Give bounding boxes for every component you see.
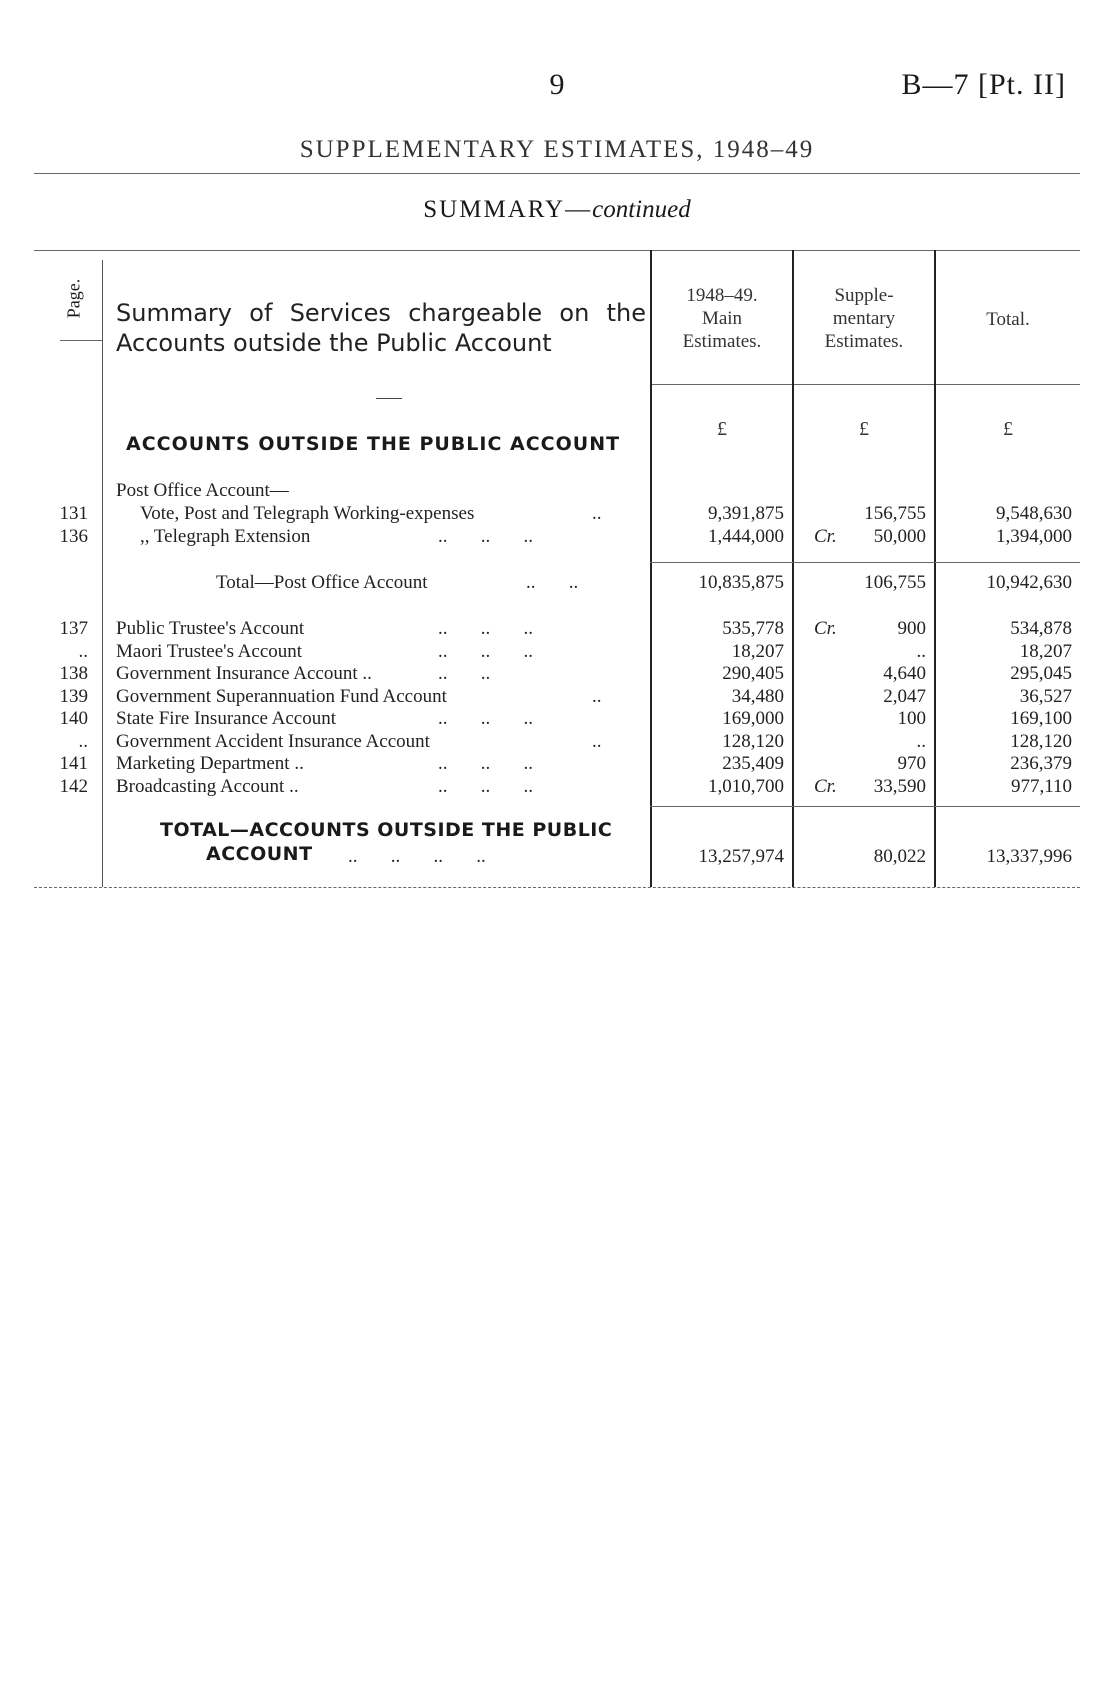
row-supp-value: .. <box>916 641 926 662</box>
row-total-value: 1,394,000 <box>996 526 1072 547</box>
row-leader-dots: .. .. .. <box>438 526 533 547</box>
page-column-label: Page. <box>63 278 84 319</box>
row-description: Government Superannuation Fund Account <box>116 686 447 707</box>
grand-total-supp-value: 80,022 <box>873 846 926 867</box>
row-leader-dots: .. <box>592 503 602 524</box>
row-description: Government Insurance Account .. <box>116 663 372 684</box>
page-column-divider <box>102 260 103 887</box>
subtitle-continued: continued <box>592 196 691 223</box>
row-main-value: 34,480 <box>731 686 784 707</box>
row-description: State Fire Insurance Account <box>116 708 337 729</box>
row-supp-value: .. <box>916 731 926 752</box>
row-supp-value: 2,047 <box>883 686 926 707</box>
page-head-rule <box>60 340 102 341</box>
row-leader-dots: .. .. .. <box>438 641 533 662</box>
row-total-value: 236,379 <box>1010 753 1072 774</box>
row-supp-value: 970 <box>897 753 926 774</box>
row-supp-value: 900 <box>897 618 926 639</box>
grand-total-label-line-1: TOTAL—ACCOUNTS OUTSIDE THE PUBLIC <box>160 819 613 841</box>
grand-total-label-line-2: ACCOUNT <box>206 843 313 865</box>
row-supp-value: 4,640 <box>883 663 926 684</box>
row-description: Public Trustee's Account <box>116 618 305 639</box>
page-number: 9 <box>549 68 565 101</box>
row-description: Broadcasting Account .. <box>116 776 299 797</box>
row-page: 139 <box>59 686 88 707</box>
total-head-line: Total. <box>986 309 1030 330</box>
row-leader-dots: .. .. .. <box>438 708 533 729</box>
row-total-value: 534,878 <box>1010 618 1072 639</box>
main-head-line: Estimates. <box>682 331 762 352</box>
row-supp-value: 33,590 <box>873 776 926 797</box>
row-page: 136 <box>59 526 88 547</box>
row-total-value: 295,045 <box>1010 663 1072 684</box>
subtotal-label: Total—Post Office Account <box>216 572 428 593</box>
row-description: Vote, Post and Telegraph Working-expenses <box>140 503 475 524</box>
supp-head-line: mentary <box>832 308 896 329</box>
row-main-value: 290,405 <box>722 663 784 684</box>
row-supp-value: 50,000 <box>873 526 926 547</box>
title-rule <box>34 173 1080 174</box>
grand-total-rule <box>650 806 1080 807</box>
row-main-value: 1,010,700 <box>708 776 784 797</box>
row-page: 131 <box>59 503 88 524</box>
row-description: ,, Telegraph Extension <box>140 526 311 547</box>
row-leader-dots: .. .. .. <box>438 753 533 774</box>
total-header <box>936 308 1080 331</box>
row-total-value: 36,527 <box>1019 686 1072 707</box>
row-credit-mark: Cr. <box>814 618 837 639</box>
row-total-value: 128,120 <box>1010 731 1072 752</box>
supp-estimates-header <box>794 284 934 353</box>
main-estimates-header <box>652 284 792 353</box>
row-total-value: 977,110 <box>1010 776 1072 797</box>
subtotal-supp-value: 106,755 <box>864 572 926 593</box>
row-description: Maori Trustee's Account <box>116 641 303 662</box>
document-title: SUPPLEMENTARY ESTIMATES, 1948–49 <box>299 136 815 163</box>
subtotal-rule-main <box>650 562 792 563</box>
description-column-header <box>116 298 646 358</box>
row-leader-dots: .. .. .. <box>438 776 533 797</box>
row-credit-mark: Cr. <box>814 776 837 797</box>
row-description: Government Accident Insurance Account <box>116 731 430 752</box>
row-leader-dots: .. .. <box>438 663 491 684</box>
document-reference: B—7 [Pt. II] <box>901 68 1066 101</box>
row-leader-dots: .. <box>592 686 602 707</box>
row-page: .. <box>78 731 88 752</box>
grand-total-total-value: 13,337,996 <box>986 846 1072 867</box>
row-main-value: 169,000 <box>722 708 784 729</box>
column-head-rule <box>650 384 1080 385</box>
row-main-value: 9,391,875 <box>708 503 784 524</box>
row-main-value: 128,120 <box>722 731 784 752</box>
post-office-heading: Post Office Account— <box>116 480 289 501</box>
row-page: 141 <box>59 753 88 774</box>
section-subtitle <box>0 196 1114 224</box>
row-main-value: 18,207 <box>731 641 784 662</box>
row-page: 137 <box>59 618 88 639</box>
table-bottom-rule <box>34 887 1080 888</box>
row-page: .. <box>78 641 88 662</box>
subtitle-main: SUMMARY— <box>423 196 593 223</box>
subtotal-rule-total <box>934 562 1080 563</box>
row-leader-dots: .. <box>592 731 602 752</box>
row-description: Marketing Department .. <box>116 753 304 774</box>
page-column-header <box>58 270 98 330</box>
row-main-value: 1,444,000 <box>708 526 784 547</box>
pound-sign-main: £ <box>717 418 727 440</box>
row-main-value: 535,778 <box>722 618 784 639</box>
section-heading: ACCOUNTS OUTSIDE THE PUBLIC ACCOUNT <box>126 433 621 455</box>
pound-sign-supp: £ <box>859 418 869 440</box>
row-total-value: 9,548,630 <box>996 503 1072 524</box>
row-leader-dots: .. .. .. <box>438 618 533 639</box>
supp-head-line: Supple- <box>834 285 894 306</box>
heading-dash <box>376 398 402 399</box>
row-supp-value: 100 <box>897 708 926 729</box>
main-head-line: Main <box>701 308 743 329</box>
subtotal-main-value: 10,835,875 <box>698 572 784 593</box>
grand-total-leader-dots: .. .. .. .. <box>348 846 486 867</box>
row-page: 138 <box>59 663 88 684</box>
row-total-value: 18,207 <box>1019 641 1072 662</box>
row-supp-value: 156,755 <box>864 503 926 524</box>
subtotal-total-value: 10,942,630 <box>986 572 1072 593</box>
grand-total-main-value: 13,257,974 <box>698 846 784 867</box>
description-head-line-1: Summary of Services chargeable on the <box>116 299 646 327</box>
table-top-rule <box>34 250 1080 251</box>
description-head-line-2: Accounts outside the Public Account <box>116 329 552 357</box>
row-page: 142 <box>59 776 88 797</box>
subtotal-rule-supp <box>792 562 934 563</box>
row-credit-mark: Cr. <box>814 526 837 547</box>
supp-head-line: Estimates. <box>824 331 904 352</box>
subtotal-leader-dots: .. .. <box>526 572 579 593</box>
row-page: 140 <box>59 708 88 729</box>
row-total-value: 169,100 <box>1010 708 1072 729</box>
row-main-value: 235,409 <box>722 753 784 774</box>
pound-sign-total: £ <box>1003 418 1013 440</box>
main-head-line: 1948–49. <box>686 285 758 306</box>
